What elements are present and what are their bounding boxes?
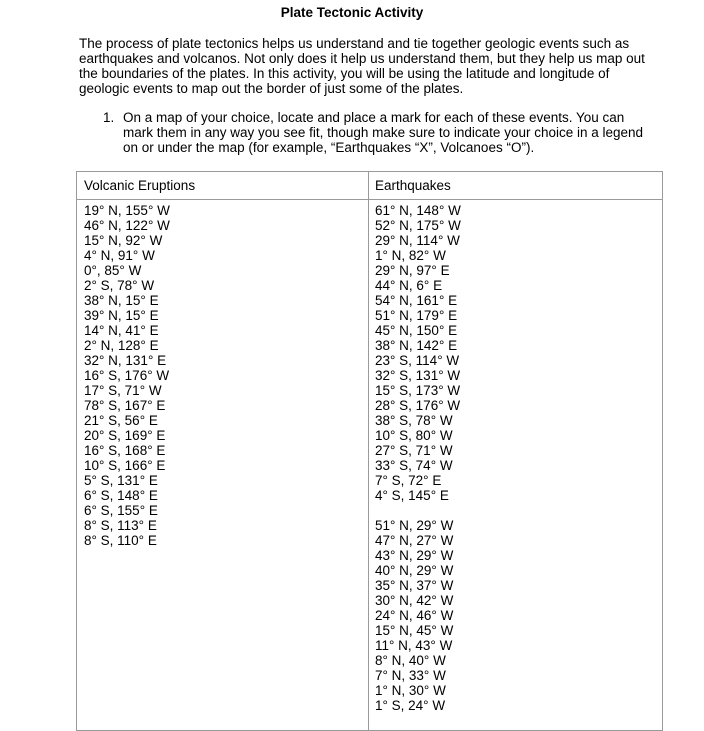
intro-line: earthquakes and volcanos. Not only does it help us understand them, but they help us map out — [79, 51, 645, 66]
volcanic-eruption-entry: 6° S, 155° E — [84, 503, 158, 518]
volcanic-eruption-entry: 8° S, 110° E — [84, 533, 157, 548]
earthquake-entry: 32° S, 131° W — [375, 368, 461, 383]
intro-line: geologic events to map out the border of just some of the plates. — [79, 81, 464, 96]
volcanic-eruption-entry: 39° N, 15° E — [84, 308, 159, 323]
earthquake-entry: 1° N, 82° W — [375, 248, 446, 263]
volcanic-eruption-entry: 14° N, 41° E — [84, 323, 159, 338]
earthquake-entry: 35° N, 37° W — [375, 578, 454, 593]
volcanic-eruption-entry: 16° S, 168° E — [84, 443, 166, 458]
page-title: Plate Tectonic Activity — [280, 5, 424, 20]
volcanic-eruption-entry: 15° N, 92° W — [84, 233, 163, 248]
events-table — [76, 171, 663, 731]
earthquake-entry: 7° S, 72° E — [375, 473, 442, 488]
earthquake-entry: 27° S, 71° W — [375, 443, 453, 458]
earthquake-entry: 40° N, 29° W — [375, 563, 454, 578]
volcanic-eruption-entry: 32° N, 131° E — [84, 353, 167, 368]
volcanic-eruption-entry: 20° S, 169° E — [84, 428, 166, 443]
list-gap — [375, 503, 461, 518]
earthquake-entry: 51° N, 179° E — [375, 308, 458, 323]
volcanic-eruption-entry: 38° N, 15° E — [84, 293, 159, 308]
earthquake-entry: 45° N, 150° E — [375, 323, 458, 338]
intro-paragraph — [79, 36, 669, 96]
header-earthquakes: Earthquakes — [375, 178, 451, 193]
earthquake-entry: 11° N, 43° W — [375, 638, 453, 653]
volcanic-eruption-entry: 6° S, 148° E — [84, 488, 158, 503]
earthquake-entry: 23° S, 114° W — [375, 353, 460, 368]
earthquake-entry: 28° S, 176° W — [375, 398, 461, 413]
earthquake-entry: 51° N, 29° W — [375, 518, 454, 533]
earthquake-entry: 47° N, 27° W — [375, 533, 454, 548]
earthquake-entry: 15° N, 45° W — [375, 623, 454, 638]
earthquake-entry: 52° N, 175° W — [375, 218, 461, 233]
intro-line: The process of plate tectonics helps us understand and tie together geologic events such as — [79, 36, 630, 51]
instruction-line: mark them in any way you see fit, though make sure to indicate your choice in a legend — [123, 125, 644, 140]
volcanic-eruption-entry: 17° S, 71° W — [84, 383, 162, 398]
volcanic-eruptions-list — [84, 203, 170, 548]
volcanic-eruption-entry: 4° N, 91° W — [84, 248, 155, 263]
volcanic-eruption-entry: 46° N, 122° W — [84, 218, 170, 233]
instruction-line: on or under the map (for example, “Earthquakes “X”, Volcanoes “O”). — [123, 140, 535, 155]
header-divider — [77, 199, 662, 200]
earthquake-entry: 1° S, 24° W — [375, 698, 446, 713]
instruction-text — [123, 110, 673, 155]
volcanic-eruption-entry: 10° S, 166° E — [84, 458, 166, 473]
volcanic-eruption-entry: 2° N, 128° E — [84, 338, 159, 353]
earthquake-entry: 29° N, 97° E — [375, 263, 450, 278]
earthquake-entry: 38° N, 142° E — [375, 338, 458, 353]
earthquake-entry: 33° S, 74° W — [375, 458, 453, 473]
volcanic-eruption-entry: 2° S, 78° W — [84, 278, 155, 293]
earthquake-entry: 4° S, 145° E — [375, 488, 449, 503]
volcanic-eruption-entry: 78° S, 167° E — [84, 398, 166, 413]
volcanic-eruption-entry: 21° S, 56° E — [84, 413, 158, 428]
earthquake-entry: 1° N, 30° W — [375, 683, 446, 698]
earthquake-entry: 24° N, 46° W — [375, 608, 454, 623]
volcanic-eruption-entry: 0°, 85° W — [84, 263, 142, 278]
earthquakes-list — [375, 203, 461, 713]
earthquake-entry: 8° N, 40° W — [375, 653, 446, 668]
earthquake-entry: 30° N, 42° W — [375, 593, 454, 608]
instruction-number: 1. — [103, 110, 115, 125]
volcanic-eruption-entry: 5° S, 131° E — [84, 473, 158, 488]
instruction-line: On a map of your choice, locate and place a mark for each of these events. You can — [123, 110, 625, 125]
earthquake-entry: 44° N, 6° E — [375, 278, 443, 293]
volcanic-eruption-entry: 16° S, 176° W — [84, 368, 170, 383]
intro-line: the boundaries of the plates. In this activity, you will be using the latitude and longitude of — [79, 66, 610, 81]
earthquake-entry: 54° N, 161° E — [375, 293, 458, 308]
earthquake-entry: 61° N, 148° W — [375, 203, 461, 218]
earthquake-entry: 15° S, 173° W — [375, 383, 461, 398]
header-volcanic-eruptions: Volcanic Eruptions — [84, 178, 196, 193]
volcanic-eruption-entry: 19° N, 155° W — [84, 203, 170, 218]
column-divider — [368, 172, 369, 730]
earthquake-entry: 38° S, 78° W — [375, 413, 453, 428]
earthquake-entry: 43° N, 29° W — [375, 548, 454, 563]
earthquake-entry: 29° N, 114° W — [375, 233, 460, 248]
earthquake-entry: 7° N, 33° W — [375, 668, 446, 683]
earthquake-entry: 10° S, 80° W — [375, 428, 453, 443]
volcanic-eruption-entry: 8° S, 113° E — [84, 518, 157, 533]
